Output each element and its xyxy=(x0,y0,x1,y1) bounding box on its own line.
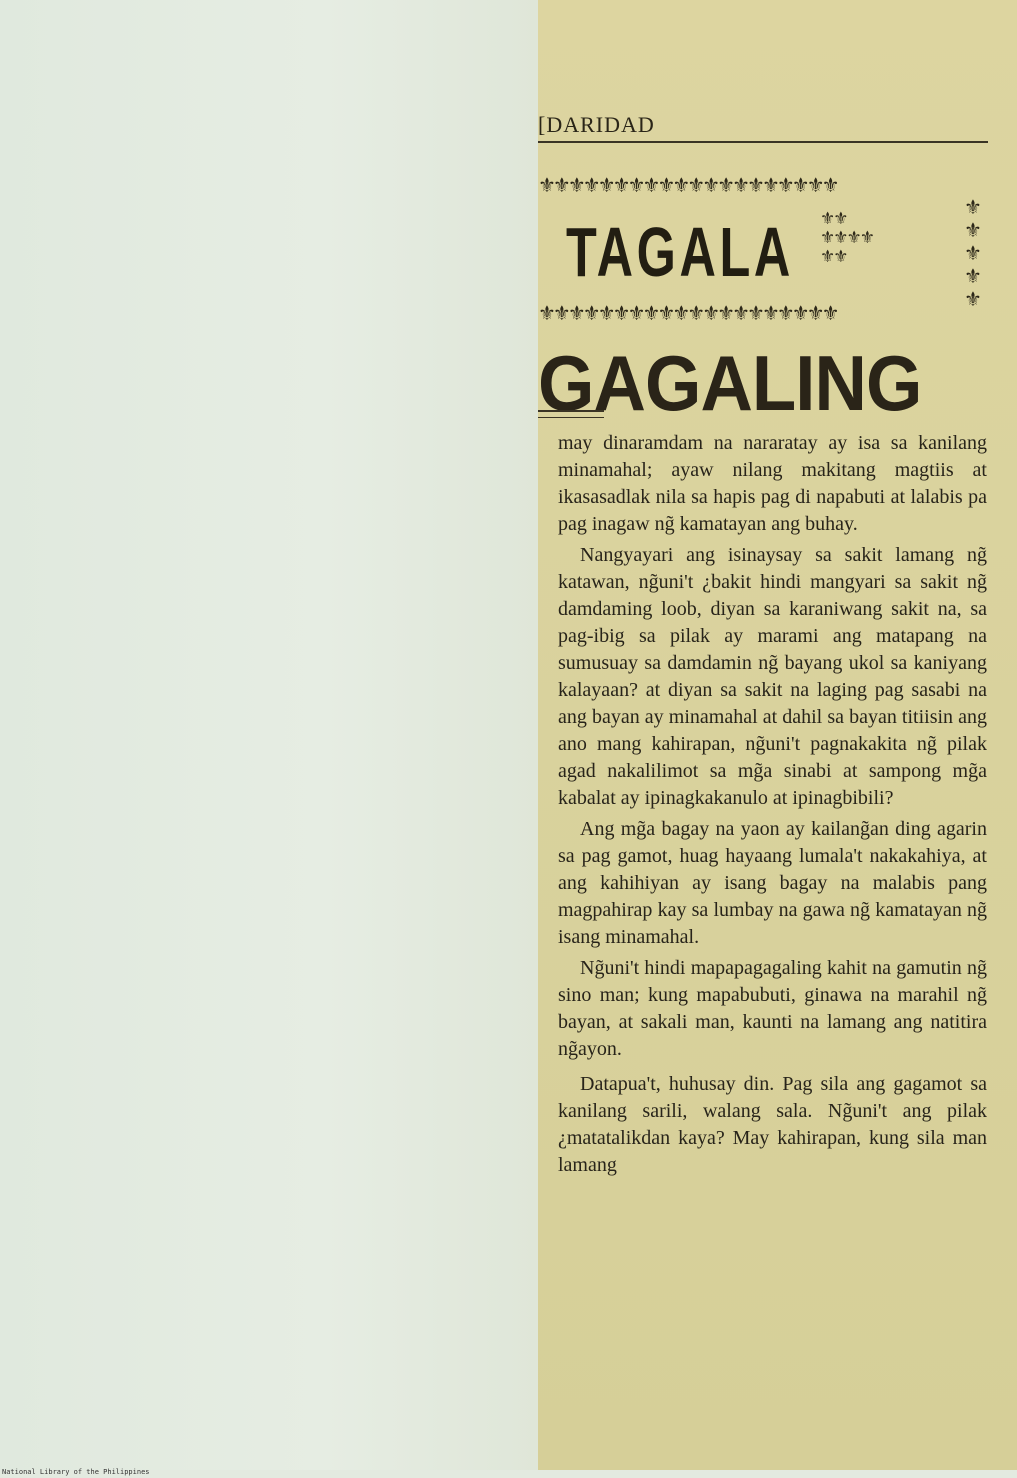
article-headline: GAGALING xyxy=(538,339,922,427)
paragraph: Datapua't, huhusay din. Pag sila ang gagamot sa kanilang sarili, walang sala. Ng̃uni't ang pilak ¿matatalikdan kaya? May kahirapan, kung sila man lamang xyxy=(558,1073,987,1176)
library-credit: National Library of the Philippines xyxy=(2,1468,150,1476)
paragraph: Ng̃uni't hindi mapapagagaling kahit na gamutin ng̃ sino man; kung mapabubuti, ginawa na marahil ng̃ bayan, at sakali man, kaunti na lamang ang natitira ng̃ayon. xyxy=(558,957,987,1060)
running-header: [DARIDAD xyxy=(538,112,655,137)
ornament-block: ⚜⚜ ⚜⚜⚜⚜ ⚜⚜ xyxy=(820,209,873,267)
paragraph: Ang mg̃a bagay na yaon ay kailang̃an ding agarin sa pag gamot, huag hayaang lumala't nakakahiya, at ang kahihiyan ay isang bagay na malabis pang magpahirap kay sa lumbay na gawa ng̃ kamatayan ng̃ isang minamahal. xyxy=(558,818,987,948)
ornament-border-top: ⚜⚜⚜⚜⚜⚜⚜⚜⚜⚜⚜⚜⚜⚜⚜⚜⚜⚜⚜⚜ xyxy=(538,173,837,197)
paragraph: may dinaramdam na nararatay ay isa sa kanilang minamahal; ayaw nilang makitang magtiis at ikasasadlak nila sa hapis pag di napabuti at lalabis pa pag inagaw ng̃ kamatayan ang buhay. xyxy=(558,432,987,535)
article-body xyxy=(558,430,987,1183)
paragraph: Nangyayari ang isinaysay sa sakit lamang ng̃ katawan, ng̃uni't ¿bakit hindi mangyari sa sakit ng̃ damdaming loob, diyan sa karaniwang sakit na, sa pag-ibig sa pilak ay marami ang matapang na sumusuay sa damdamin ng̃ bayang ukol sa kaniyang kalayaan? at diyan sa sakit na laging pag sasabi na ang bayan ay minamahal at dahil sa bayan titiisin ang ano mang kahirapan, ng̃uni't pagnakakita ng̃ pilak agad nakalilimot sa mg̃a sinabi at sampong mg̃a kabalat ay ipinagkakanulo at ipinagbibili? xyxy=(558,544,987,809)
headline-rule xyxy=(538,410,604,418)
header-rule xyxy=(538,141,988,143)
ornament-border-bottom: ⚜⚜⚜⚜⚜⚜⚜⚜⚜⚜⚜⚜⚜⚜⚜⚜⚜⚜⚜⚜ xyxy=(538,301,837,325)
masthead-title: TAGALA xyxy=(566,213,794,291)
newspaper-page xyxy=(538,0,1017,1470)
ornament-border-right: ⚜ ⚜ ⚜ ⚜ ⚜ xyxy=(964,195,982,311)
